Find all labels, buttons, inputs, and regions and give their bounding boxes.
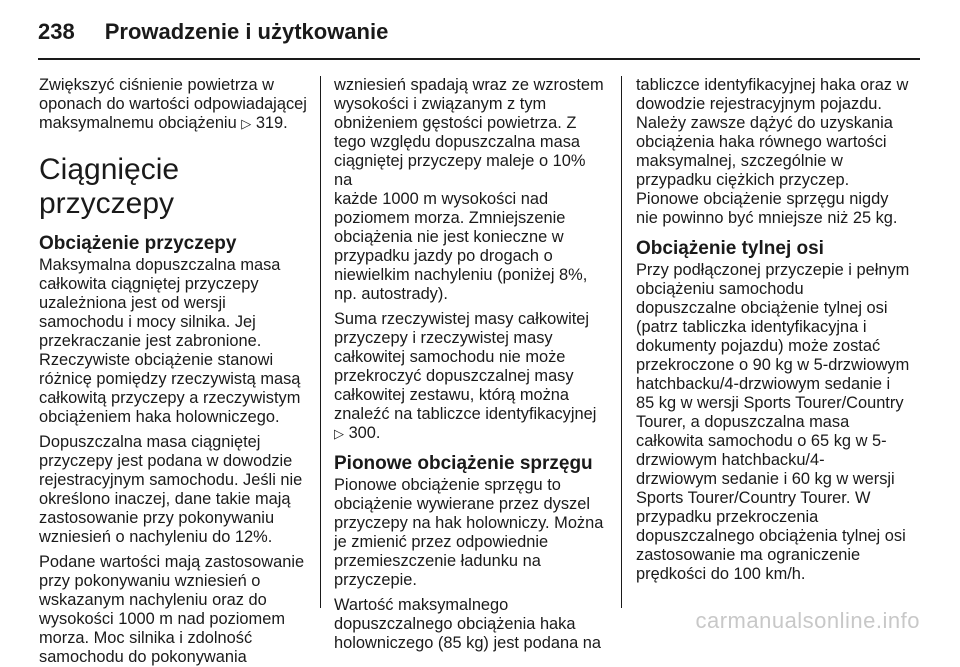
column-divider: [621, 76, 622, 608]
page-reference-link[interactable]: 319.: [255, 114, 288, 132]
paragraph: Podane wartości mają zastosowanie przy pokonywaniu wzniesień o wskazanym nachyleniu oraz do wysokości 1000 m nad poziomem morza. Moc silnika i zdolność samochodu do pokonywania: [39, 553, 305, 666]
paragraph: tabliczce identyfikacyjnej haka oraz w dowodzie rejestracyjnym pojazdu. Należy zawsze dążyć do uzyskania obciążenia haka równego wartości maksymalnej, szczególnie w przypadku ciężkich przyczep. Pionowe obciążenie sprzęgu nigdy nie powinno być mniejsze niż 25 kg.: [636, 76, 909, 227]
page-header: [38, 14, 920, 50]
subsection-title: Pionowe obciążenie sprzęgu: [334, 453, 593, 474]
paragraph: Dopuszczalna masa ciągniętej przyczepy jest podana w dowodzie rejestracyjnym samochodu. Jeśli nie określono inaczej, dane takie mają zastosowanie przy pokonywaniu wzniesień o nachyleniu do 12%.: [39, 433, 303, 546]
watermark: carmanualsonline.info: [695, 608, 920, 633]
paragraph: Suma rzeczywistej masy całkowitej przyczepy i rzeczywistej masy całkowitej samochodu nie może przekroczyć dopuszczalnej masy całkowitej zestawu, którą można znaleźć na tabliczce identyfikacyjnej ▷ 300.: [334, 310, 597, 442]
text-column-3: [636, 76, 918, 602]
paragraph: Wartość maksymalnego dopuszczalnego obciążenia haka holowniczego (85 kg) jest podana na: [334, 596, 601, 652]
text-column-1: [39, 76, 307, 666]
paragraph: wzniesień spadają wraz ze wzrostem wysokości i związanym z tym obniżeniem gęstości powietrza. Z tego względu dopuszczalna masa ciągniętej przyczepy maleje o 10% na każde 1000 m wysokości nad poziomem morza. Zmniejszenie obciążenia nie jest konieczne w przypadku jazdy po drogach o niewielkim nachyleniu (poniżej 8%, np. autostrady).: [334, 76, 604, 303]
subsection-title: Obciążenie przyczepy: [39, 233, 237, 254]
subsection-title: Obciążenie tylnej osi: [636, 238, 824, 259]
column-divider: [320, 76, 321, 608]
chapter-title: Prowadzenie i użytkowanie: [104, 19, 389, 44]
page-reference-icon: ▷: [241, 116, 252, 131]
paragraph: Maksymalna dopuszczalna masa całkowita ciągniętej przyczepy uzależniona jest od wersji samochodu i mocy silnika. Jej przekraczanie jest zabronione. Rzeczywiste obciążenie stanowi różnicę pomiędzy rzeczywistą masą całkowitą przyczepy a rzeczywistym obciążeniem haka holowniczego.: [39, 256, 301, 426]
header-divider: [38, 58, 920, 60]
page-reference-icon: ▷: [334, 426, 344, 441]
paragraph: Pionowe obciążenie sprzęgu to obciążenie wywierane przez dyszel przyczepy na hak holowniczy. Można je zmienić przez odpowiednie przemieszczenie ładunku na przyczepie.: [334, 476, 604, 589]
page-reference-link[interactable]: 300.: [348, 424, 381, 442]
paragraph: Przy podłączonej przyczepie i pełnym obciążeniu samochodu dopuszczalne obciążenie tylnej osi (patrz tabliczka identyfikacyjna i dokumenty pojazdu) może zostać przekroczone o 90 kg w 5-drzwiowym hatchbacku/4-drzwiowym sedanie i 85 kg w wersji Sports Tourer/Country Tourer, a dopuszczalna masa całkowita samochodu o 65 kg w 5- drzwiowym hatchbacku/4- drzwiowym sedanie i 60 kg w wersji Sports Tourer/Country Tourer. W przypadku przekroczenia dopuszczalnego obciążenia tylnej osi zastosowanie ma ograniczenie prędkości do 100 km/h.: [636, 261, 910, 583]
text-column-2: [334, 76, 608, 652]
section-title: Ciągnięcie przyczepy: [39, 153, 180, 220]
page-number: 238: [38, 19, 75, 44]
paragraph: Zwiększyć ciśnienie powietrza w oponach do wartości odpowiadającej maksymalnemu obciążeniu ▷ 319.: [39, 76, 307, 132]
